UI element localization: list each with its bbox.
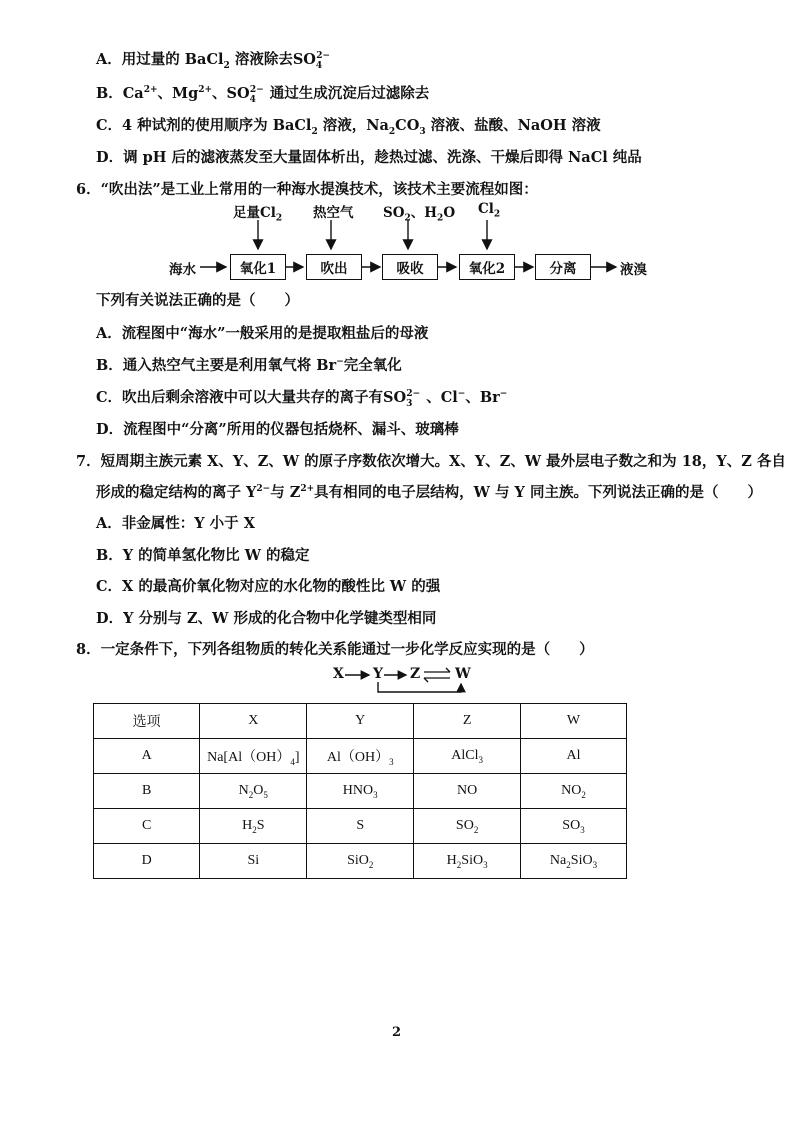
table-cell: A [94,739,200,774]
q5-option-a: A．用过量的 BaCl$_2$ 溶液除去$SO_4^{2-}$ [96,51,330,71]
flow-step-oxidation-1: 氧化1 [230,254,286,280]
page-number: 2 [392,1025,402,1040]
table-cell: C [94,809,200,844]
q8-stem: 8．一定条件下，下列各组物质的转化关系能通过一步化学反应实现的是（ ） [76,641,594,658]
table-cell: $Al(OH)_3$ [307,739,414,774]
header-cell: Z [414,704,521,739]
flow-reagent-2: 热空气 [313,205,354,221]
scheme-y: Y [373,666,383,682]
flow-reagent-3: $SO_2$、$H_2O$ [383,205,456,224]
table-row [94,809,627,844]
header-cell: X [200,704,307,739]
q8-options-table [93,703,627,879]
flow-input: 海水 [169,262,196,278]
table-cell: B [94,774,200,809]
header-cell: 选项 [94,704,200,739]
table-cell: Si [200,844,307,879]
table-header-row [94,704,627,739]
q6-option-d: D．流程图中“分离”所用的仪器包括烧杯、漏斗、玻璃棒 [96,421,459,438]
scheme-arrows [0,662,793,702]
q5-option-c: C．4 种试剂的使用顺序为 BaCl$_2$ 溶液，$Na_2CO_3$ 溶液、盐酸、NaOH 溶液 [96,117,601,137]
flow-reagent-4: $Cl_2$ [478,201,501,220]
flow-reagent-1: 足量$Cl_2$ [233,205,283,224]
q6-option-a: A．流程图中“海水”一般采用的是提取粗盐后的母液 [96,325,429,342]
table-cell: $Na[Al(OH)_4]$ [200,739,307,774]
q5-option-b: B．$Ca^{2+}$、$Mg^{2+}$、$SO_4^{2-}$ 通过生成沉淀后过滤除去 [96,85,430,105]
table-cell: AlCl$_3$ [414,739,521,774]
scheme-z: Z [410,666,421,682]
table-cell: $HNO_3$ [307,774,414,809]
q7-option-b: B．Y 的简单氢化物比 W 的稳定 [96,547,310,564]
q6-prompt: 下列有关说法正确的是（ ） [96,292,299,309]
flow-output: 液溴 [620,262,647,278]
q6-option-c: C．吹出后剩余溶液中可以大量共存的离子有$SO_3^{2-}$ 、Cl−、Br− [96,389,508,409]
table-cell: S [307,809,414,844]
table-cell: SiO$_2$ [307,844,414,879]
q7-option-d: D．Y 分别与 Z、W 形成的化合物中化学键类型相同 [96,610,437,627]
arrow-y-w [378,682,461,692]
table-cell: D [94,844,200,879]
flow-step-oxidation-2: 氧化2 [459,254,515,280]
table-cell: $H_2S$ [200,809,307,844]
header-cell: W [521,704,627,739]
table-cell: $SO_2$ [414,809,521,844]
flow-step-absorb: 吸收 [382,254,438,280]
table-cell: $N_2O_5$ [200,774,307,809]
table-row [94,774,627,809]
table-cell: $Na_2SiO_3$ [521,844,627,879]
q5-option-d: D．调 pH 后的滤液蒸发至大量固体析出，趁热过滤、洗涤、干燥后即得 NaCl 纯品 [96,149,642,166]
q6-option-b: B．通入热空气主要是利用氧气将 Br−完全氧化 [96,357,402,374]
table-cell: $SO_3$ [521,809,627,844]
table-cell: $H_2SiO_3$ [414,844,521,879]
table-cell: $NO_2$ [521,774,627,809]
table-row [94,844,627,879]
q6-stem: 6．“吹出法”是工业上常用的一种海水提溴技术，该技术主要流程如图： [76,181,538,198]
q7-stem-line-2: 形成的稳定结构的离子 $Y^{2-}$与 $Z^{2+}$具有相同的电子层结构，W 与 Y 同主族。下列说法正确的是（ ） [96,484,762,501]
flow-step-separate: 分离 [535,254,591,280]
scheme-x: X [333,666,344,682]
q7-stem-line-1: 7．短周期主族元素 X、Y、Z、W 的原子序数依次增大。X、Y、Z、W 最外层电子数之和为 18，Y、Z 各自 [76,453,786,470]
q7-option-a: A．非金属性：Y 小于 X [96,515,255,532]
header-cell: Y [307,704,414,739]
q7-option-c: C．X 的最高价氧化物对应的水化物的酸性比 W 的强 [96,578,441,595]
table-cell: NO [414,774,521,809]
table-cell: Al [521,739,627,774]
flow-step-blowout: 吹出 [306,254,362,280]
table-row [94,739,627,774]
scheme-w: W [455,666,471,682]
